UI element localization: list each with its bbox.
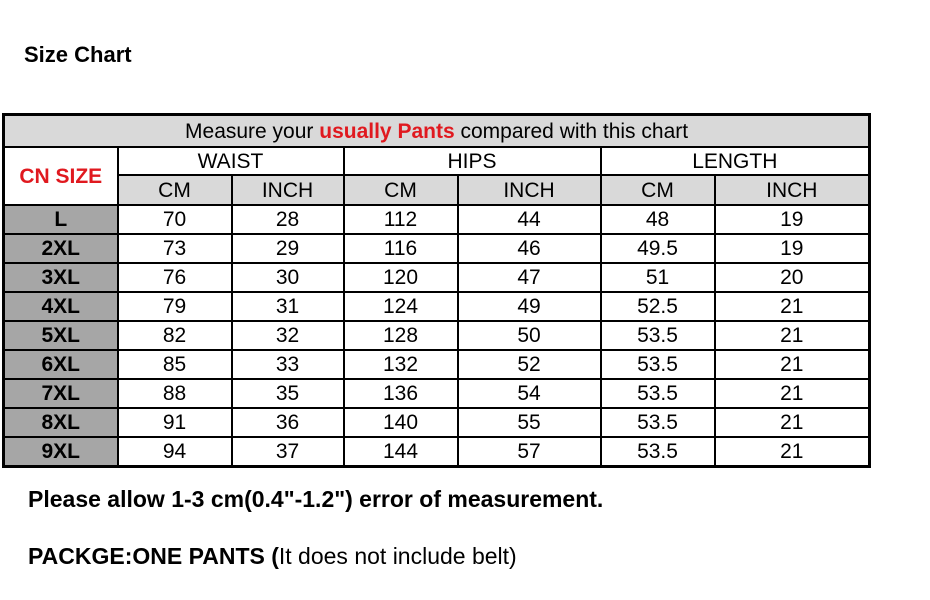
- page-title: Size Chart: [24, 42, 132, 67]
- table-row: [4, 205, 870, 234]
- caption-highlight: usually Pants: [319, 119, 455, 143]
- table-cell: 144: [344, 437, 458, 467]
- table-cell: 132: [344, 350, 458, 379]
- unit-header: CM: [601, 175, 715, 205]
- unit-header: INCH: [458, 175, 601, 205]
- table-cell: 47: [458, 263, 601, 292]
- table-cell: 128: [344, 321, 458, 350]
- table-cell: 46: [458, 234, 601, 263]
- table-cell: 120: [344, 263, 458, 292]
- table-cell: 21: [715, 379, 870, 408]
- table-cell: 19: [715, 205, 870, 234]
- table-cell: 52: [458, 350, 601, 379]
- package-info: [28, 543, 517, 570]
- size-label: 3XL: [4, 263, 118, 292]
- hips-header: HIPS: [344, 147, 601, 175]
- caption-prefix: Measure your: [185, 119, 320, 143]
- table-cell: 136: [344, 379, 458, 408]
- table-cell: 33: [232, 350, 344, 379]
- table-row: [4, 408, 870, 437]
- table-row: [4, 263, 870, 292]
- size-label: 9XL: [4, 437, 118, 467]
- table-cell: 124: [344, 292, 458, 321]
- table-cell: 30: [232, 263, 344, 292]
- table-cell: 116: [344, 234, 458, 263]
- table-caption: [4, 115, 870, 148]
- table-row: [4, 234, 870, 263]
- table-cell: 51: [601, 263, 715, 292]
- size-label: L: [4, 205, 118, 234]
- table-row: [4, 350, 870, 379]
- size-label: 7XL: [4, 379, 118, 408]
- size-label: 8XL: [4, 408, 118, 437]
- table-cell: 31: [232, 292, 344, 321]
- size-label: 6XL: [4, 350, 118, 379]
- table-cell: 53.5: [601, 437, 715, 467]
- table-cell: 21: [715, 321, 870, 350]
- size-label: 5XL: [4, 321, 118, 350]
- package-label: PACKGE:ONE PANTS (: [28, 543, 279, 569]
- length-header: LENGTH: [601, 147, 870, 175]
- table-cell: 21: [715, 408, 870, 437]
- table-cell: 76: [118, 263, 232, 292]
- unit-header: CM: [344, 175, 458, 205]
- table-row: [4, 321, 870, 350]
- table-cell: 82: [118, 321, 232, 350]
- table-cell: 52.5: [601, 292, 715, 321]
- waist-header: WAIST: [118, 147, 344, 175]
- table-row: [4, 379, 870, 408]
- table-cell: 49: [458, 292, 601, 321]
- table-cell: 49.5: [601, 234, 715, 263]
- table-cell: 73: [118, 234, 232, 263]
- table-cell: 32: [232, 321, 344, 350]
- table-cell: 53.5: [601, 321, 715, 350]
- size-label: 4XL: [4, 292, 118, 321]
- unit-header: INCH: [715, 175, 870, 205]
- caption-row: [4, 115, 870, 148]
- unit-header: INCH: [232, 175, 344, 205]
- cn-size-header: CN SIZE: [4, 147, 118, 205]
- package-detail: It does not include belt): [278, 543, 517, 569]
- table-cell: 19: [715, 234, 870, 263]
- unit-header-row: [4, 175, 870, 205]
- table-cell: 21: [715, 350, 870, 379]
- table-cell: 70: [118, 205, 232, 234]
- table-cell: 48: [601, 205, 715, 234]
- table-cell: 35: [232, 379, 344, 408]
- unit-header: CM: [118, 175, 232, 205]
- table-cell: 94: [118, 437, 232, 467]
- table-cell: 88: [118, 379, 232, 408]
- table-cell: 20: [715, 263, 870, 292]
- table-cell: 36: [232, 408, 344, 437]
- size-rows: [4, 205, 870, 467]
- table-cell: 53.5: [601, 408, 715, 437]
- table-cell: 37: [232, 437, 344, 467]
- table-cell: 79: [118, 292, 232, 321]
- table-cell: 53.5: [601, 350, 715, 379]
- table-cell: 28: [232, 205, 344, 234]
- caption-suffix: compared with this chart: [454, 119, 689, 143]
- table-row: [4, 437, 870, 467]
- table-cell: 50: [458, 321, 601, 350]
- measurement-note: Please allow 1-3 cm(0.4"-1.2") error of measurement.: [28, 486, 604, 512]
- table-cell: 91: [118, 408, 232, 437]
- table-cell: 21: [715, 292, 870, 321]
- table-cell: 55: [458, 408, 601, 437]
- size-label: 2XL: [4, 234, 118, 263]
- table-cell: 29: [232, 234, 344, 263]
- table-cell: 57: [458, 437, 601, 467]
- table-row: [4, 292, 870, 321]
- table-cell: 44: [458, 205, 601, 234]
- size-chart-table: [2, 113, 871, 468]
- table-cell: 112: [344, 205, 458, 234]
- group-header-row: [4, 147, 870, 175]
- table-cell: 54: [458, 379, 601, 408]
- table-cell: 21: [715, 437, 870, 467]
- table-cell: 140: [344, 408, 458, 437]
- table-cell: 85: [118, 350, 232, 379]
- table-cell: 53.5: [601, 379, 715, 408]
